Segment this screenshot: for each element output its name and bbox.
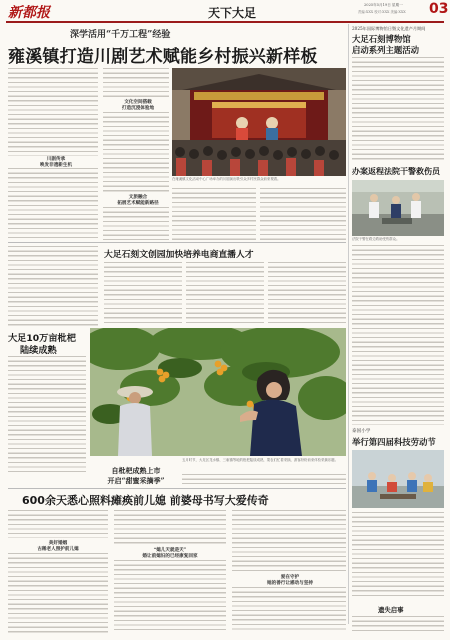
- lead-sub3-line2: 拓展艺术赋能新路径: [117, 201, 159, 206]
- bottom-body-col3: [232, 510, 346, 572]
- bottom-sub1-line2: 古稀老人照护前儿媳: [37, 547, 79, 552]
- bottom-sub1-line1: 美好婚姻: [48, 541, 68, 546]
- left-mid-headline1: 大足10万亩枇杷: [8, 333, 76, 344]
- right-bottom-photo: [352, 450, 444, 508]
- lead-body-col2: [103, 68, 169, 98]
- lead-kicker: 深学活用“千万工程”经验: [70, 30, 171, 40]
- lead-sub1-line1: 川剧传承: [46, 157, 66, 162]
- bottom-sub3: [238, 574, 342, 586]
- masthead-rule: [6, 21, 444, 23]
- bottom-sub2: [118, 547, 222, 559]
- middle-body-col1: [8, 246, 98, 326]
- bottom-rule: [8, 488, 346, 489]
- right-mid-photo: [352, 180, 444, 236]
- bottom-sub2-line2: 婚让前媳妇的已经康复回家: [142, 554, 198, 559]
- bottom-sub2-line1: “媳儿天就是天”: [153, 548, 187, 553]
- middle-body-col2: [104, 262, 182, 324]
- middle-body-col4: [268, 262, 346, 324]
- right-mid-caption: 法院干警在路边救助受伤群众。: [352, 237, 400, 241]
- loquat-headline-line1: 自枇杷成熟上市: [111, 466, 161, 475]
- right-top-body: [352, 57, 444, 161]
- bottom-body-col2b: [114, 560, 226, 633]
- science-festival-illustration: [352, 450, 444, 508]
- bottom-body-col3b: [232, 587, 346, 633]
- date-line: 2025年5月19日 星期一: [364, 3, 403, 7]
- rescue-scene-illustration: [352, 180, 444, 236]
- left-mid-headline2: 陆续成熟: [20, 345, 57, 356]
- lead-sub2: [110, 99, 166, 111]
- loquat-body: [182, 474, 346, 484]
- middle-headline: 大足石刻文创园加快培养电商直播人才: [104, 250, 254, 260]
- bottom-sub1: [10, 540, 106, 552]
- lead-body-col2c: [103, 207, 169, 240]
- bottom-body-col1b: [8, 553, 108, 633]
- lead-body-col4: [260, 188, 346, 240]
- right-top-kicker: 2025年国际博物馆日暨文化遗产月期间: [352, 26, 426, 31]
- lead-sub1-line2: 唤发非遗新生机: [39, 163, 73, 168]
- right-bottom-body: [352, 512, 444, 598]
- lead-sub2-line2: 打造沉浸体验地: [121, 106, 155, 111]
- lead-sub1: [26, 156, 86, 168]
- lead-photo-caption: 在雍溪镇文化活动中心广场举办的川剧演出吸引众多村民群众前来观看。: [172, 177, 281, 181]
- right-mid-headline: 办案返程法院干警救伤员: [352, 167, 440, 176]
- loquat-caption: 五月时节，大足区龙水镇、三驱镇等地的枇杷陆续成熟，果农们忙着采摘，游客纷纷前来体验采摘乐趣。: [182, 458, 338, 462]
- bottom-sub3-line2: 她的善行让感动与坚持: [267, 581, 313, 586]
- bottom-headline: 600余天悉心照料瘫痪前儿媳 前婆母书写大爱传奇: [22, 494, 269, 507]
- bottom-body-col2: [114, 510, 226, 546]
- lead-sub2-line1: 文化空间搭载: [124, 100, 152, 105]
- section-title: 天下大足: [208, 6, 257, 20]
- middle-body-col3: [186, 262, 264, 324]
- notice-headline: 遗失启事: [378, 606, 404, 614]
- opera-stage-illustration: [172, 68, 346, 176]
- lead-body-col1b: [8, 168, 98, 240]
- bottom-sub3-line1: 爱在守护: [280, 575, 300, 580]
- page-number: 03: [429, 1, 449, 17]
- lead-headline: 雍溪镇打造川剧艺术赋能乡村振兴新样板: [8, 47, 318, 67]
- lead-sub3: [110, 194, 166, 206]
- left-mid-body: [8, 356, 86, 474]
- loquat-headline: [96, 466, 176, 486]
- lead-sub3-line1: 文旅融合: [128, 195, 148, 200]
- middle-rule: [8, 242, 346, 243]
- lead-body-col1: [8, 68, 98, 156]
- masthead: [0, 0, 450, 22]
- lead-photo: [172, 68, 346, 176]
- loquat-headline-line2: 开启“甜蜜采摘季”: [107, 476, 165, 485]
- newspaper-logo: 新都报: [8, 5, 50, 21]
- lead-body-col2b: [103, 112, 169, 194]
- lead-body-col3: [172, 188, 256, 240]
- notice-body: [352, 616, 444, 634]
- right-mid-body: [352, 245, 444, 425]
- right-col-divider: [348, 24, 349, 624]
- right-bottom-headline: 举行第四届科技劳动节: [352, 437, 436, 447]
- right-bottom-kicker: 泰国小学: [352, 429, 371, 434]
- bottom-body-col1: [8, 510, 108, 538]
- loquat-orchard-illustration: [90, 328, 346, 456]
- right-top-headline2: 启动系列主题活动: [352, 45, 419, 55]
- loquat-photo: [90, 328, 346, 456]
- right-top-headline1: 大足石刻博物馆: [352, 34, 411, 44]
- editor-line: 责编:XXX 校对:XXX 美编:XXX: [358, 10, 406, 14]
